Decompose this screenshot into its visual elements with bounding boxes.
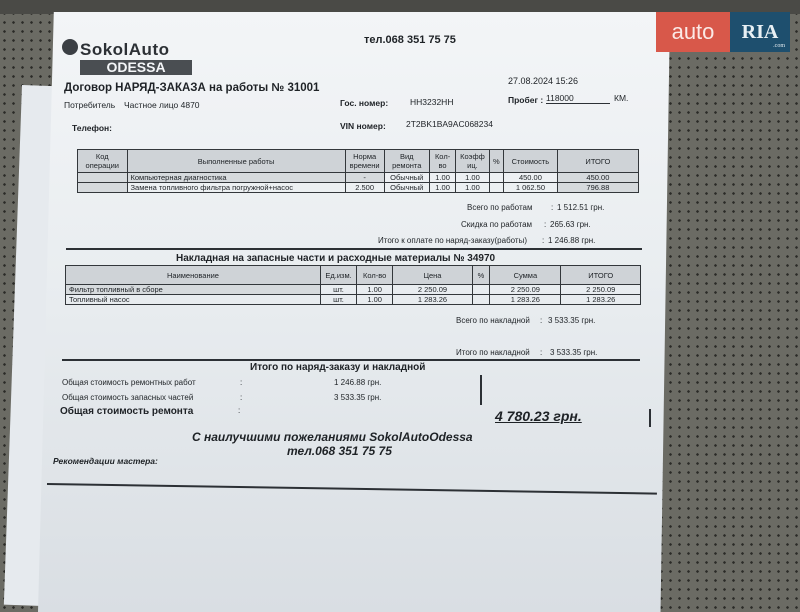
- work-qty: 1.00: [429, 173, 455, 183]
- summary-works-value: 1 246.88 грн.: [334, 378, 382, 387]
- part-unit: шт.: [320, 295, 356, 305]
- document-title: Договор НАРЯД-ЗАКАЗА на работы № 31001: [64, 82, 320, 94]
- works-header-row: [78, 150, 639, 173]
- work-total: 796.88: [557, 183, 638, 193]
- work-type: Обычный: [384, 173, 429, 183]
- footer-phone: тел.068 351 75 75: [287, 444, 392, 458]
- work-coef: 1.00: [456, 183, 489, 193]
- work-name: Компьютерная диагностика: [127, 173, 345, 183]
- part-price: 1 283.26: [393, 295, 472, 305]
- summary-parts-value: 3 533.35 грн.: [334, 393, 382, 402]
- vertical-rule: [480, 375, 482, 405]
- mileage-value: 118000: [546, 93, 610, 104]
- part-name: Топливный насос: [66, 295, 321, 305]
- col-type: Вид ремонта: [384, 150, 429, 173]
- work-pct: [489, 183, 503, 193]
- summary-total-colon: :: [238, 406, 241, 415]
- col-price: Цена: [393, 266, 472, 285]
- works-sum-colon: :: [551, 203, 554, 212]
- col-works: Выполненные работы: [127, 150, 345, 173]
- part-unit: шт.: [320, 285, 356, 295]
- vin-value: 2T2BK1BA9AC068234: [406, 119, 493, 129]
- divider: [66, 248, 642, 250]
- summary-works-label: Общая стоимость ремонтных работ: [62, 378, 196, 387]
- works-row: [78, 173, 639, 183]
- part-qty: 1.00: [357, 285, 393, 295]
- part-price: 2 250.09: [393, 285, 472, 295]
- work-qty: 1.00: [429, 183, 455, 193]
- parts-row: [66, 295, 641, 305]
- part-sum: 1 283.26: [490, 295, 561, 305]
- col-total: ИТОГО: [557, 150, 638, 173]
- watermark-auto: auto: [656, 12, 730, 52]
- summary-total-value: 4 780.23 грн.: [495, 408, 582, 424]
- work-total: 450.00: [557, 173, 638, 183]
- col-norm: Норма времени: [345, 150, 384, 173]
- summary-parts-colon: :: [240, 393, 243, 402]
- works-discount-value: 265.63 грн.: [550, 220, 591, 229]
- mileage-label: Пробег :: [508, 95, 544, 105]
- work-code: [78, 173, 128, 183]
- col-name: Наименование: [66, 266, 321, 285]
- work-norm: 2.500: [345, 183, 384, 193]
- work-norm: -: [345, 173, 384, 183]
- works-sum-value: 1 512.51 грн.: [557, 203, 605, 212]
- mileage-unit: КМ.: [614, 93, 629, 103]
- col-pct: %: [489, 150, 503, 173]
- work-name: Замена топливного фильтра погружной+насос: [127, 183, 345, 193]
- works-discount-colon: :: [544, 220, 547, 229]
- plate-value: HH3232HH: [410, 97, 454, 107]
- divider: [62, 359, 640, 361]
- parts-row: [66, 285, 641, 295]
- part-total: 1 283.26: [561, 295, 641, 305]
- part-pct: [472, 285, 490, 295]
- works-table: [77, 149, 639, 193]
- watermark-ria: RIA .com: [730, 12, 790, 52]
- col-coef: Коэфф иц.: [456, 150, 489, 173]
- work-code: [78, 183, 128, 193]
- summary-title: Итого по наряд-заказу и накладной: [250, 362, 426, 373]
- parts-title: Накладная на запасные части и расходные материалы № 34970: [176, 253, 496, 264]
- sokolauto-logo-icon: [62, 39, 78, 55]
- works-row: [78, 183, 639, 193]
- part-pct: [472, 295, 490, 305]
- recommendations-label: Рекомендации мастера:: [53, 456, 158, 466]
- part-name: Фильтр топливный в сборе: [66, 285, 321, 295]
- parts-sum-value: 3 533.35 грн.: [548, 316, 596, 325]
- vin-label: VIN номер:: [340, 121, 386, 131]
- vertical-rule: [649, 409, 651, 427]
- col-qty: Кол-во: [357, 266, 393, 285]
- col-sum: Сумма: [490, 266, 561, 285]
- parts-table: [65, 265, 641, 305]
- col-unit: Ед.изм.: [320, 266, 356, 285]
- header-phone: тел.068 351 75 75: [364, 34, 456, 46]
- summary-total-label: Общая стоимость ремонта: [60, 406, 194, 417]
- work-cost: 1 062.50: [504, 183, 558, 193]
- works-pay-value: 1 246.88 грн.: [548, 236, 596, 245]
- parts-sum-colon: :: [540, 316, 543, 325]
- part-total: 2 250.09: [561, 285, 641, 295]
- works-sum-label: Всего по работам: [467, 203, 533, 212]
- col-code: Код операции: [78, 150, 128, 173]
- document-datetime: 27.08.2024 15:26: [508, 76, 579, 86]
- work-pct: [489, 173, 503, 183]
- col-total: ИТОГО: [561, 266, 641, 285]
- works-pay-label: Итого к оплате по наряд-заказу(работы): [378, 236, 527, 245]
- col-cost: Стоимость: [504, 150, 558, 173]
- work-cost: 450.00: [504, 173, 558, 183]
- col-pct: %: [472, 266, 490, 285]
- part-sum: 2 250.09: [490, 285, 561, 295]
- parts-total-colon: :: [540, 348, 543, 357]
- col-qty: Кол-во: [429, 150, 455, 173]
- parts-header-row: [66, 266, 641, 285]
- work-type: Обычный: [384, 183, 429, 193]
- works-discount-label: Скидка по работам: [461, 220, 533, 229]
- company-city: ODESSA: [80, 60, 192, 75]
- footer-greeting: С наилучшими пожеланиями SokolAutoOdessa: [192, 430, 473, 444]
- parts-total-value: 3 533.35 грн.: [550, 348, 598, 357]
- company-name: SokolAuto: [80, 40, 170, 59]
- plate-label: Гос. номер:: [340, 98, 389, 108]
- parts-total-label: Итого по накладной: [456, 348, 530, 357]
- part-qty: 1.00: [357, 295, 393, 305]
- parts-sum-label: Всего по накладной: [456, 316, 530, 325]
- summary-parts-label: Общая стоимость запасных частей: [62, 393, 194, 402]
- consumer-value: Частное лицо 4870: [124, 100, 200, 110]
- works-pay-colon: :: [542, 236, 545, 245]
- phone-label: Телефон:: [72, 123, 112, 133]
- consumer-label: Потребитель: [64, 100, 116, 110]
- work-coef: 1.00: [456, 173, 489, 183]
- autoria-watermark: [656, 12, 790, 52]
- summary-works-colon: :: [240, 378, 243, 387]
